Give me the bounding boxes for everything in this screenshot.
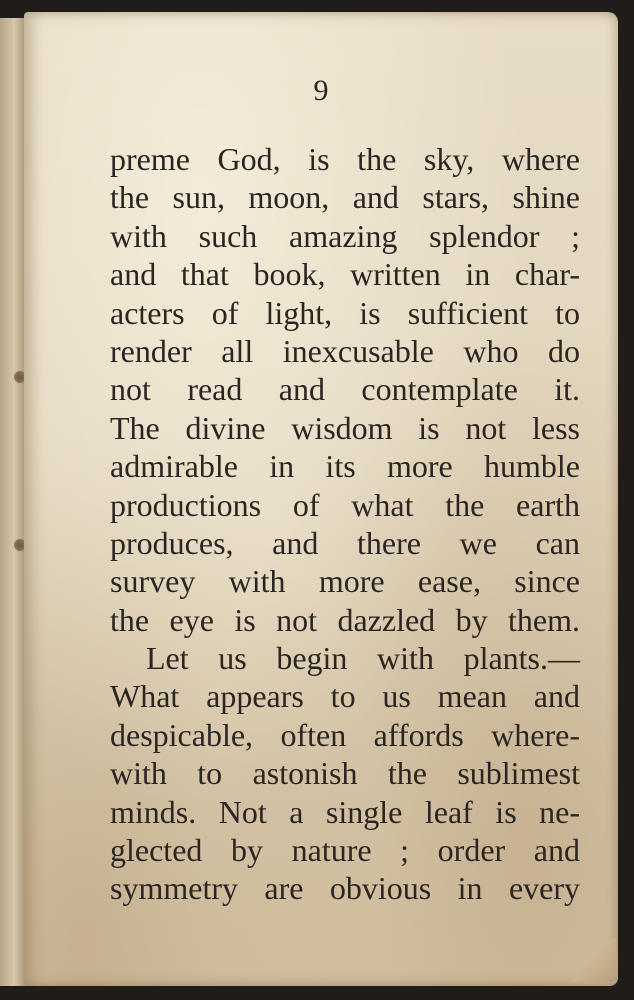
text-line: the eye is not dazzled by them.: [110, 601, 580, 638]
text-line: despicable, often affords where-: [110, 716, 580, 753]
text-line: the sun, moon, and stars, shine: [110, 179, 580, 216]
text-line: glected by nature ; order and: [110, 832, 580, 869]
text-line: and that book, written in char-: [110, 256, 580, 293]
page-corner-fold: [570, 936, 616, 982]
text-line: preme God, is the sky, where: [110, 141, 580, 177]
page-number: 9: [313, 74, 329, 107]
text-line: What appears to us mean and: [110, 678, 580, 715]
text-line: productions of what the earth: [110, 486, 580, 523]
text-line: not read and contemplate it.: [110, 371, 580, 408]
text-line: survey with more ease, since: [110, 563, 580, 600]
facing-page-edge: [0, 18, 27, 986]
book-page: [24, 12, 618, 986]
text-line: symmetry are obvious in every: [110, 870, 580, 907]
text-line: acters of light, is sufficient to: [110, 294, 580, 331]
text-line: with to astonish the sublimest: [110, 755, 580, 792]
text-line: with such amazing splendor ;: [110, 217, 580, 254]
text-line: The divine wisdom is not less: [110, 409, 580, 446]
text-line: minds. Not a single leaf is ne-: [110, 793, 580, 830]
text-line: render all inexcusable who do: [110, 332, 580, 369]
text-line: admirable in its more humble: [110, 448, 580, 485]
text-line: produces, and there we can: [110, 524, 580, 561]
body-text: [110, 140, 580, 908]
paragraph-start-line: Let us begin with plants.—: [146, 640, 580, 677]
